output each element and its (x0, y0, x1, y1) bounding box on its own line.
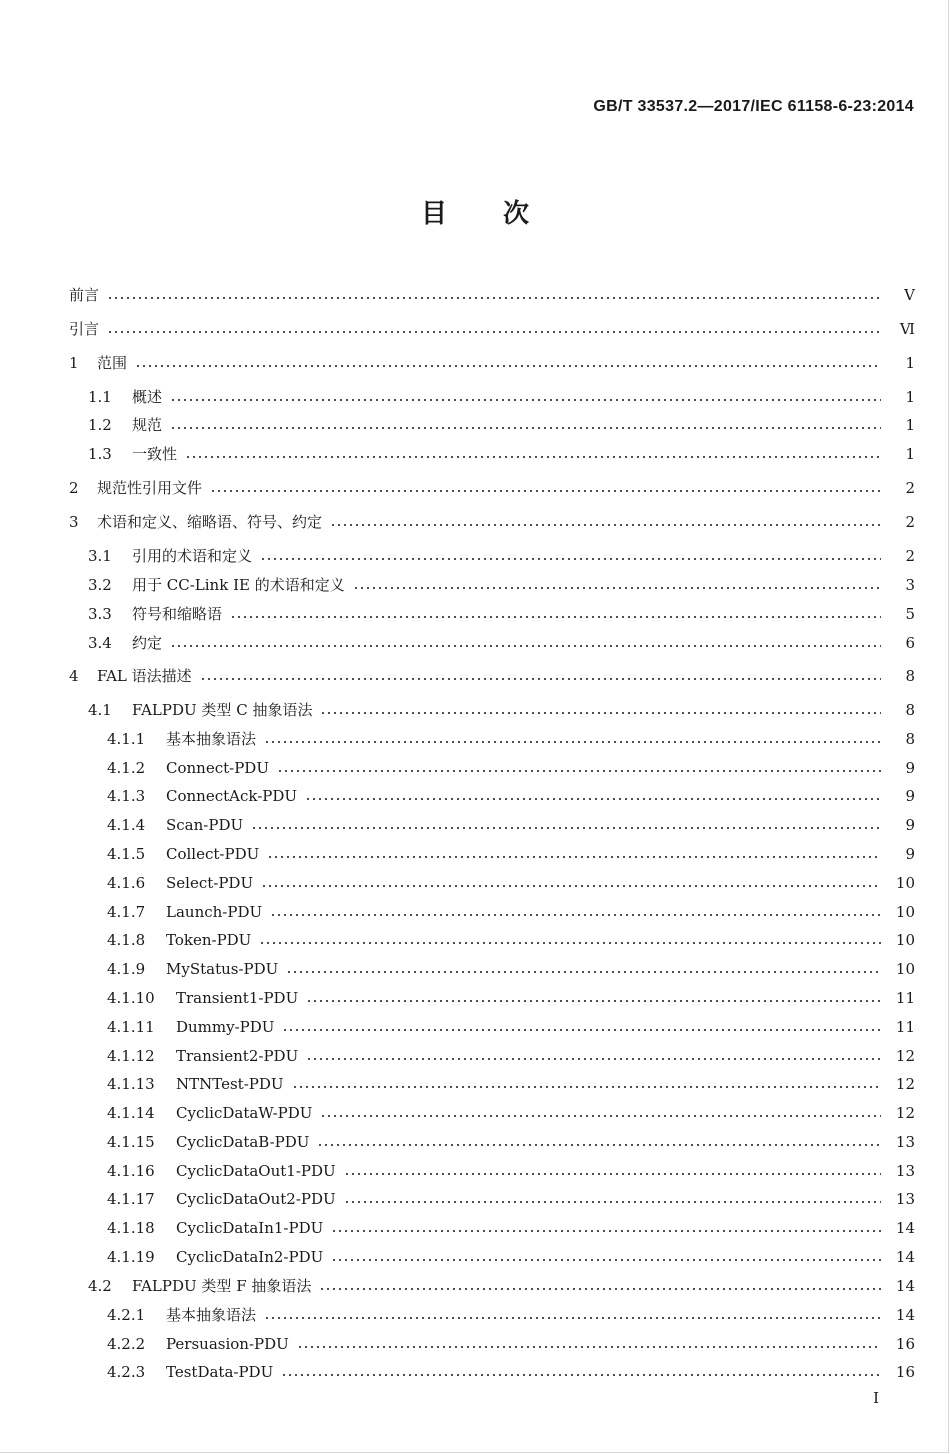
toc-entry-page: 13 (895, 1133, 915, 1151)
toc-entry-number: 4.1.5 (107, 845, 146, 863)
toc-entry-page: 8 (905, 667, 915, 685)
toc-entry-page: 2 (905, 513, 915, 531)
toc-entry-page: 9 (905, 759, 915, 777)
toc-leader-dots (317, 1131, 881, 1153)
toc-entry-title: 基本抽象语法 (166, 730, 257, 748)
toc-entry-number: 4.1 (88, 701, 112, 719)
toc-entry-number: 4.2.3 (107, 1363, 146, 1381)
toc-entry-number: 4.1.14 (107, 1104, 155, 1122)
toc-entry[interactable] (0, 785, 950, 807)
toc-entry-number: 4.2.1 (107, 1306, 146, 1324)
toc-entry-number: 4 (69, 667, 79, 685)
toc-entry-title: FALPDU 类型 F 抽象语法 (132, 1277, 312, 1295)
toc-entry-page: Ⅵ (899, 320, 915, 338)
toc-entry-title: Collect-PDU (166, 845, 260, 863)
toc-entry-title: CyclicDataIn1-PDU (176, 1219, 324, 1237)
toc-entry-title: 规范性引用文件 (97, 479, 203, 497)
toc-leader-dots (270, 901, 881, 923)
toc-entry-number: 3.1 (88, 547, 112, 565)
toc-leader-dots (107, 284, 881, 306)
toc-entry-page: 12 (895, 1104, 915, 1122)
toc-entry-title: 前言 (69, 286, 100, 304)
toc-entry[interactable] (0, 728, 950, 750)
toc-entry-number: 4.1.17 (107, 1190, 155, 1208)
toc-entry-number: 2 (69, 479, 79, 497)
toc-entry-title: Token-PDU (166, 931, 252, 949)
toc-entry-page: 12 (895, 1047, 915, 1065)
toc-entry[interactable] (0, 1131, 950, 1153)
toc-entry-page: 13 (895, 1190, 915, 1208)
toc-leader-dots (170, 632, 881, 654)
toc-entry-title: TestData-PDU (166, 1363, 274, 1381)
toc-entry-page: 10 (895, 874, 915, 892)
toc-leader-dots (135, 352, 881, 374)
toc-entry-number: 4.1.8 (107, 931, 146, 949)
toc-entry[interactable] (0, 477, 950, 499)
toc-entry-title: CyclicDataOut1-PDU (176, 1162, 336, 1180)
toc-entry[interactable] (0, 1333, 950, 1355)
toc-entry-page: 14 (895, 1277, 915, 1295)
toc-entry-page: 9 (905, 787, 915, 805)
toc-entry-page: 13 (895, 1162, 915, 1180)
toc-leader-dots (331, 1217, 881, 1239)
toc-entry-title: Transient2-PDU (176, 1047, 299, 1065)
toc-leader-dots (261, 872, 881, 894)
toc-entry-number: 4.1.18 (107, 1219, 155, 1237)
toc-leader-dots (292, 1073, 881, 1095)
toc-entry-page: 10 (895, 960, 915, 978)
toc-entry[interactable] (0, 1016, 950, 1038)
toc-entry-number: 4.1.19 (107, 1248, 155, 1266)
toc-entry-title: CyclicDataOut2-PDU (176, 1190, 336, 1208)
toc-leader-dots (281, 1361, 881, 1383)
toc-leader-dots (353, 574, 881, 596)
toc-entry-page: 9 (905, 845, 915, 863)
toc-entry-page: 8 (905, 701, 915, 719)
toc-entry[interactable] (0, 1361, 950, 1383)
toc-entry[interactable] (0, 757, 950, 779)
page-title-char-1: 目 (420, 199, 447, 229)
toc-entry-title: Select-PDU (166, 874, 254, 892)
toc-entry-title: 术语和定义、缩略语、符号、约定 (97, 513, 323, 531)
toc-leader-dots (210, 477, 881, 499)
toc-leader-dots (306, 987, 881, 1009)
toc-entry[interactable] (0, 1275, 950, 1297)
toc-entry-page: 1 (905, 445, 915, 463)
toc-entry-page: 11 (895, 989, 915, 1007)
toc-entry[interactable] (0, 632, 950, 654)
toc-leader-dots (344, 1188, 881, 1210)
toc-leader-dots (331, 1246, 881, 1268)
toc-entry-title: ConnectAck-PDU (166, 787, 298, 805)
toc-leader-dots (170, 386, 881, 408)
toc-entry-number: 3.2 (88, 576, 112, 594)
toc-entry-number: 1.1 (88, 388, 112, 406)
toc-entry[interactable] (0, 1304, 950, 1326)
toc-entry-page: 1 (905, 388, 915, 406)
toc-entry-title: MyStatus-PDU (166, 960, 279, 978)
toc-entry[interactable] (0, 958, 950, 980)
toc-entry-number: 4.1.13 (107, 1075, 155, 1093)
page-number: Ⅰ (873, 1389, 879, 1407)
toc-leader-dots (330, 511, 881, 533)
toc-entry-title: Connect-PDU (166, 759, 269, 777)
toc-leader-dots (305, 785, 881, 807)
toc-leader-dots (259, 929, 881, 951)
toc-entry-number: 1 (69, 354, 79, 372)
toc-entry-number: 4.1.10 (107, 989, 155, 1007)
toc-leader-dots (170, 414, 881, 436)
toc-entry-number: 1.3 (88, 445, 112, 463)
toc-entry[interactable] (0, 665, 950, 687)
toc-entry-number: 4.1.7 (107, 903, 146, 921)
toc-entry-page: 12 (895, 1075, 915, 1093)
toc-leader-dots (306, 1045, 881, 1067)
page-title (0, 193, 950, 230)
toc-entry[interactable] (0, 284, 950, 306)
toc-entry-title: 一致性 (132, 445, 178, 463)
toc-entry-title: 引用的术语和定义 (132, 547, 253, 565)
toc-entry[interactable] (0, 1188, 950, 1210)
toc-entry-title: 范围 (97, 354, 128, 372)
toc-entry-number: 4.1.3 (107, 787, 146, 805)
toc-entry-title: Persuasion-PDU (166, 1335, 289, 1353)
toc-entry-page: 9 (905, 816, 915, 834)
toc-entry-title: 引言 (69, 320, 100, 338)
toc-entry[interactable] (0, 574, 950, 596)
toc-entry-title: FALPDU 类型 C 抽象语法 (132, 701, 313, 719)
toc-entry[interactable] (0, 1217, 950, 1239)
toc-leader-dots (260, 545, 881, 567)
toc-entry[interactable] (0, 1073, 950, 1095)
toc-entry[interactable] (0, 511, 950, 533)
toc-entry-title: 概述 (132, 388, 163, 406)
toc-entry[interactable] (0, 929, 950, 951)
toc-leader-dots (297, 1333, 881, 1355)
toc-leader-dots (251, 814, 881, 836)
toc-entry-page: 14 (895, 1306, 915, 1324)
toc-entry[interactable] (0, 699, 950, 721)
toc-entry-title: Transient1-PDU (176, 989, 299, 1007)
toc-leader-dots (185, 443, 881, 465)
toc-entry[interactable] (0, 414, 950, 436)
toc-leader-dots (107, 318, 881, 340)
toc-entry-title: FAL 语法描述 (97, 667, 192, 685)
toc-entry-title: 约定 (132, 634, 163, 652)
toc-entry-page: 3 (905, 576, 915, 594)
toc-entry-page: 16 (895, 1363, 915, 1381)
toc-entry[interactable] (0, 1102, 950, 1124)
toc-entry-page: 10 (895, 931, 915, 949)
toc-entry[interactable] (0, 987, 950, 1009)
toc-entry-number: 4.1.1 (107, 730, 146, 748)
toc-leader-dots (264, 728, 881, 750)
toc-entry-title: CyclicDataW-PDU (176, 1104, 313, 1122)
toc-entry-page: 11 (895, 1018, 915, 1036)
toc-entry[interactable] (0, 386, 950, 408)
toc-entry-number: 4.1.16 (107, 1162, 155, 1180)
toc-leader-dots (320, 1102, 881, 1124)
toc-entry-page: 1 (905, 354, 915, 372)
toc-entry-page: 5 (905, 605, 915, 623)
toc-entry-title: Launch-PDU (166, 903, 263, 921)
toc-entry-title: CyclicDataIn2-PDU (176, 1248, 324, 1266)
toc-entry[interactable] (0, 352, 950, 374)
toc-entry-number: 3 (69, 513, 79, 531)
toc-entry-page: Ⅴ (904, 286, 915, 304)
toc-entry-title: 用于 CC-Link IE 的术语和定义 (132, 576, 345, 594)
toc-leader-dots (264, 1304, 881, 1326)
toc-entry[interactable] (0, 603, 950, 625)
toc-entry-page: 16 (895, 1335, 915, 1353)
toc-entry-title: Dummy-PDU (176, 1018, 275, 1036)
toc-entry[interactable] (0, 814, 950, 836)
toc-entry[interactable] (0, 843, 950, 865)
toc-entry[interactable] (0, 545, 950, 567)
toc-leader-dots (286, 958, 881, 980)
toc-leader-dots (230, 603, 881, 625)
standard-number-header: GB/T 33537.2—2017/IEC 61158-6-23:2014 (593, 98, 914, 115)
toc-entry-number: 4.1.4 (107, 816, 146, 834)
toc-entry-page: 2 (905, 547, 915, 565)
toc-entry-number: 4.1.11 (107, 1018, 155, 1036)
toc-entry-page: 10 (895, 903, 915, 921)
toc-entry-title: 基本抽象语法 (166, 1306, 257, 1324)
toc-leader-dots (344, 1160, 881, 1182)
toc-entry-title: CyclicDataB-PDU (176, 1133, 310, 1151)
toc-entry-page: 8 (905, 730, 915, 748)
toc-entry-page: 1 (905, 416, 915, 434)
toc-leader-dots (320, 699, 881, 721)
toc-entry[interactable] (0, 318, 950, 340)
toc-leader-dots (277, 757, 881, 779)
toc-entry-title: 规范 (132, 416, 163, 434)
toc-entry-number: 4.1.6 (107, 874, 146, 892)
toc-entry-title: 符号和缩略语 (132, 605, 223, 623)
toc-entry[interactable] (0, 872, 950, 894)
toc-entry-number: 4.1.2 (107, 759, 146, 777)
toc-leader-dots (319, 1275, 881, 1297)
toc-entry[interactable] (0, 1160, 950, 1182)
toc-entry-title: Scan-PDU (166, 816, 244, 834)
toc-entry-number: 4.1.9 (107, 960, 146, 978)
toc-entry-page: 6 (905, 634, 915, 652)
toc-entry-number: 4.1.12 (107, 1047, 155, 1065)
toc-entry-number: 1.2 (88, 416, 112, 434)
toc-leader-dots (282, 1016, 881, 1038)
toc-entry[interactable] (0, 443, 950, 465)
toc-leader-dots (200, 665, 881, 687)
toc-leader-dots (267, 843, 881, 865)
toc-entry-page: 2 (905, 479, 915, 497)
toc-entry-number: 3.3 (88, 605, 112, 623)
toc-entry-number: 4.2.2 (107, 1335, 146, 1353)
toc-entry-number: 4.2 (88, 1277, 112, 1295)
toc-entry[interactable] (0, 1045, 950, 1067)
page-title-char-2: 次 (503, 199, 530, 229)
toc-entry-number: 4.1.15 (107, 1133, 155, 1151)
toc-entry-title: NTNTest-PDU (176, 1075, 284, 1093)
toc-entry[interactable] (0, 1246, 950, 1268)
toc-entry-number: 3.4 (88, 634, 112, 652)
toc-entry-page: 14 (895, 1248, 915, 1266)
toc-entry-page: 14 (895, 1219, 915, 1237)
toc-entry[interactable] (0, 901, 950, 923)
